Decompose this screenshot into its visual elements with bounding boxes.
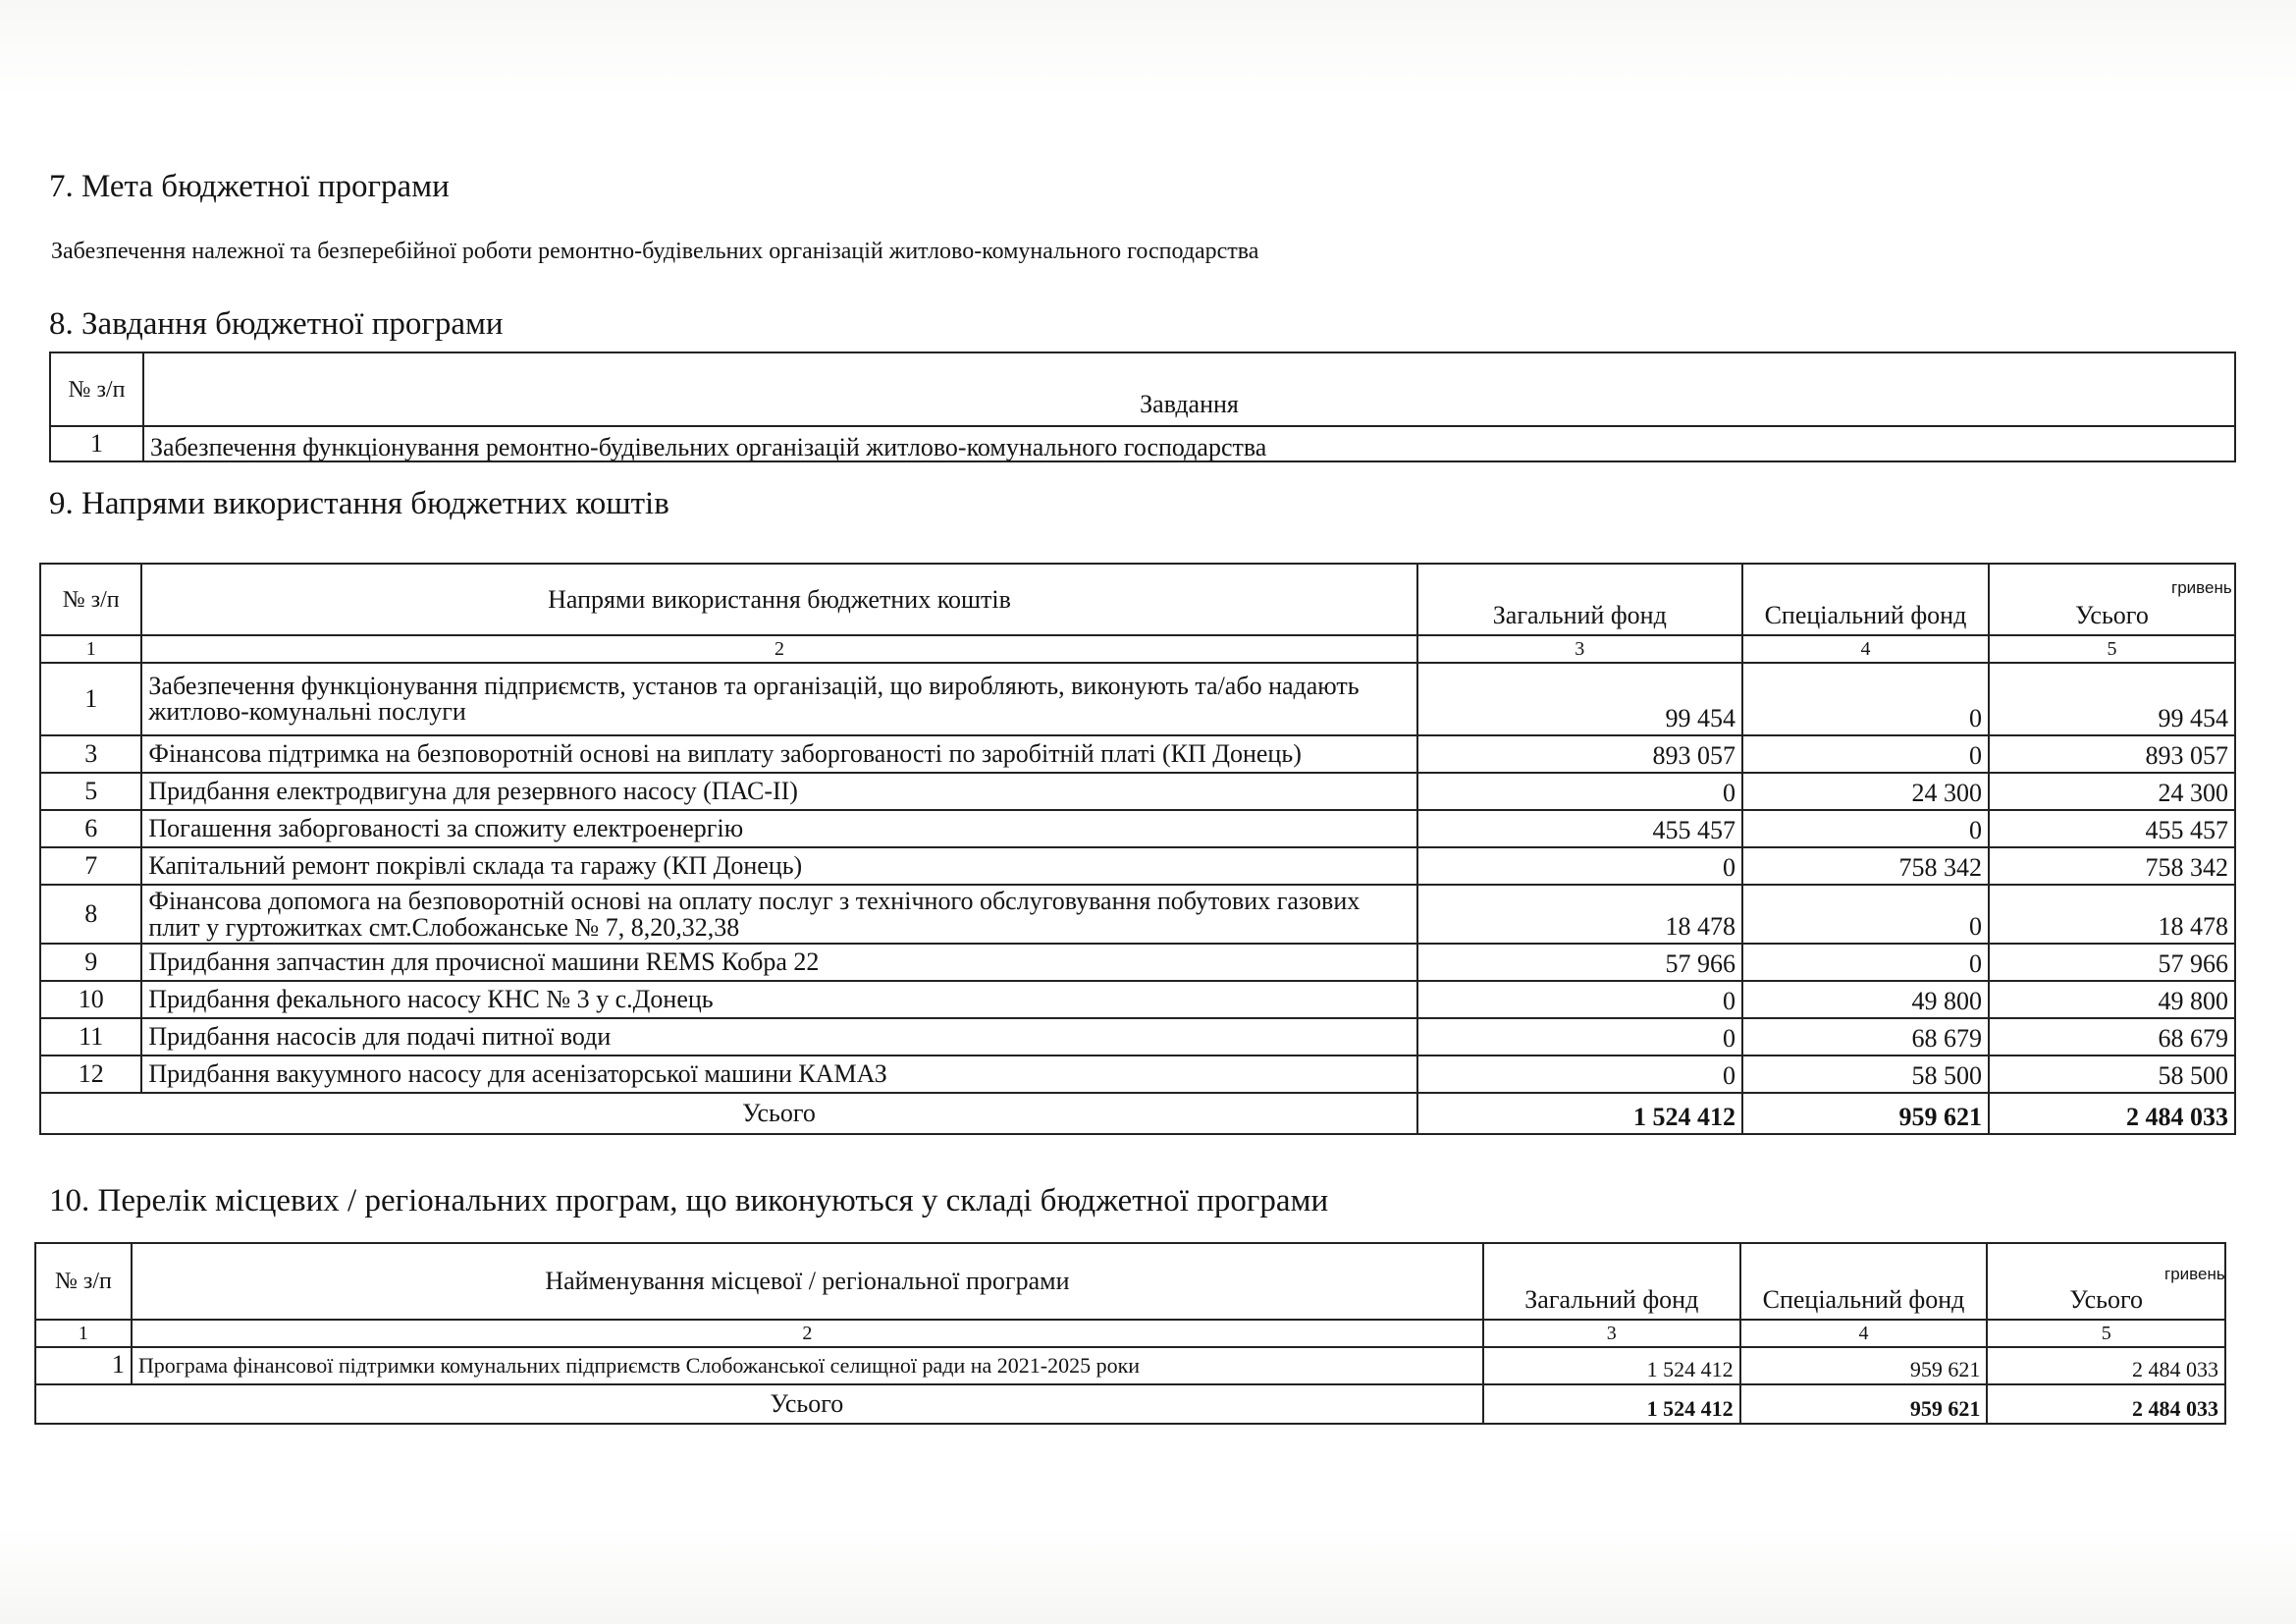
directions-header-special: Спеціальний фонд	[1742, 564, 1989, 635]
row-special: 959 621	[1740, 1347, 1988, 1384]
table-row	[40, 847, 2235, 885]
table-row	[40, 663, 2235, 735]
programs-index-4: 4	[1740, 1320, 1988, 1347]
row-name: Погашення заборгованості за спожиту електроенергію	[141, 810, 1416, 847]
programs-header-general: Загальний фонд	[1483, 1243, 1740, 1320]
tasks-table	[49, 352, 2236, 462]
section-7-title: 7. Мета бюджетної програми	[49, 169, 450, 204]
directions-header-general: Загальний фонд	[1417, 564, 1742, 635]
row-total: 455 457	[1989, 810, 2235, 847]
row-num: 6	[40, 810, 141, 847]
programs-total-row	[35, 1384, 2225, 1424]
row-name: Програма фінансової підтримки комунальних підприємств Слобожанської селищної ради на 2021-2025 роки	[132, 1347, 1483, 1384]
row-special: 0	[1742, 885, 1989, 944]
directions-header-total: Усього	[1989, 564, 2235, 635]
row-name: Придбання фекального насосу КНС № 3 у с.Донець	[141, 981, 1416, 1018]
programs-index-5: 5	[1987, 1320, 2225, 1347]
row-num: 5	[40, 773, 141, 810]
row-general: 893 057	[1417, 735, 1742, 773]
row-special: 758 342	[1742, 847, 1989, 885]
programs-table	[34, 1242, 2226, 1425]
table-row	[40, 885, 2235, 944]
row-num: 12	[40, 1056, 141, 1093]
directions-table	[39, 563, 2236, 1135]
row-general: 1 524 412	[1483, 1347, 1740, 1384]
programs-total-general: 1 524 412	[1483, 1384, 1740, 1424]
row-num: 7	[40, 847, 141, 885]
row-num: 1	[40, 663, 141, 735]
row-special: 0	[1742, 663, 1989, 735]
tasks-row-num: 1	[50, 426, 143, 461]
row-general: 455 457	[1417, 810, 1742, 847]
directions-header-name: Напрями використання бюджетних коштів	[141, 564, 1416, 635]
row-total: 24 300	[1989, 773, 2235, 810]
row-name: Фінансова допомога на безповоротній основі на оплату послуг з технічного обслуговування побутових газових плит у гуртожитках смт.Слобожанське № 7, 8,20,32,38	[141, 885, 1416, 944]
directions-index-5: 5	[1989, 635, 2235, 663]
row-total: 18 478	[1989, 885, 2235, 944]
table-row	[40, 1018, 2235, 1056]
row-total: 57 966	[1989, 944, 2235, 981]
directions-total-general: 1 524 412	[1417, 1093, 1742, 1134]
row-total: 49 800	[1989, 981, 2235, 1018]
programs-total-label: Усього	[132, 1384, 1483, 1424]
directions-index-2: 2	[141, 635, 1416, 663]
row-num: 9	[40, 944, 141, 981]
tasks-header-num: № з/п	[50, 352, 143, 426]
table-row	[40, 735, 2235, 773]
tasks-row-text: Забезпечення функціонування ремонтно-будівельних організацій житлово-комунального господарства	[143, 426, 2235, 461]
programs-header-name: Найменування місцевої / регіональної програми	[132, 1243, 1483, 1320]
directions-total-row	[40, 1093, 2235, 1134]
directions-header-num: № з/п	[40, 564, 141, 635]
table-row	[40, 944, 2235, 981]
row-general: 0	[1417, 1056, 1742, 1093]
programs-index-1: 1	[35, 1320, 132, 1347]
programs-index-2: 2	[132, 1320, 1483, 1347]
programs-header-total: Усього	[1987, 1243, 2225, 1320]
section-10-title: 10. Перелік місцевих / регіональних програм, що виконуються у складі бюджетної програми	[49, 1183, 1329, 1218]
directions-total-special: 959 621	[1742, 1093, 1989, 1134]
row-name: Капітальний ремонт покрівлі склада та гаражу (КП Донець)	[141, 847, 1416, 885]
row-general: 0	[1417, 1018, 1742, 1056]
row-total: 2 484 033	[1987, 1347, 2225, 1384]
row-name: Придбання вакуумного насосу для асенізаторської машини КАМАЗ	[141, 1056, 1416, 1093]
row-general: 99 454	[1417, 663, 1742, 735]
row-name: Фінансова підтримка на безповоротній основі на виплату заборгованості по заробітній платі (КП Донець)	[141, 735, 1416, 773]
row-num: 11	[40, 1018, 141, 1056]
row-name: Забезпечення функціонування підприємств, установ та організацій, що виробляють, виконують та/або надають житлово-комунальні послуги	[141, 663, 1416, 735]
programs-total-total: 2 484 033	[1987, 1384, 2225, 1424]
row-num: 10	[40, 981, 141, 1018]
directions-total-label: Усього	[141, 1093, 1416, 1134]
directions-index-1: 1	[40, 635, 141, 663]
row-total: 58 500	[1989, 1056, 2235, 1093]
row-special: 0	[1742, 810, 1989, 847]
row-name: Придбання насосів для подачі питної води	[141, 1018, 1416, 1056]
program-goal-text: Забезпечення належної та безперебійної роботи ремонтно-будівельних організацій житлово-комунального господарства	[51, 239, 1259, 264]
programs-index-3: 3	[1483, 1320, 1740, 1347]
row-total: 99 454	[1989, 663, 2235, 735]
currency-unit-label: гривень	[2171, 578, 2232, 597]
table-row	[40, 810, 2235, 847]
row-general: 0	[1417, 847, 1742, 885]
table-row	[35, 1347, 2225, 1384]
row-name: Придбання електродвигуна для резервного насосу (ПАС-ІІ)	[141, 773, 1416, 810]
directions-total-total: 2 484 033	[1989, 1093, 2235, 1134]
row-special: 58 500	[1742, 1056, 1989, 1093]
programs-header-num: № з/п	[35, 1243, 132, 1320]
row-num: 8	[40, 885, 141, 944]
row-special: 24 300	[1742, 773, 1989, 810]
row-num: 1	[35, 1347, 132, 1384]
programs-unit-label: гривень	[2164, 1265, 2225, 1283]
table-row	[40, 773, 2235, 810]
row-num: 3	[40, 735, 141, 773]
row-total: 68 679	[1989, 1018, 2235, 1056]
row-special: 68 679	[1742, 1018, 1989, 1056]
table-row	[40, 1056, 2235, 1093]
row-total: 893 057	[1989, 735, 2235, 773]
row-general: 0	[1417, 981, 1742, 1018]
row-general: 18 478	[1417, 885, 1742, 944]
section-8-title: 8. Завдання бюджетної програми	[49, 306, 504, 342]
programs-header-special: Спеціальний фонд	[1740, 1243, 1988, 1320]
directions-index-3: 3	[1417, 635, 1742, 663]
row-general: 57 966	[1417, 944, 1742, 981]
row-special: 0	[1742, 735, 1989, 773]
row-total: 758 342	[1989, 847, 2235, 885]
section-9-title: 9. Напрями використання бюджетних коштів	[49, 486, 669, 521]
programs-total-special: 959 621	[1740, 1384, 1988, 1424]
row-special: 49 800	[1742, 981, 1989, 1018]
table-row	[40, 981, 2235, 1018]
row-special: 0	[1742, 944, 1989, 981]
row-name: Придбання запчастин для прочисної машини REMS Кобра 22	[141, 944, 1416, 981]
tasks-header-task: Завдання	[143, 352, 2235, 426]
directions-index-4: 4	[1742, 635, 1989, 663]
row-general: 0	[1417, 773, 1742, 810]
